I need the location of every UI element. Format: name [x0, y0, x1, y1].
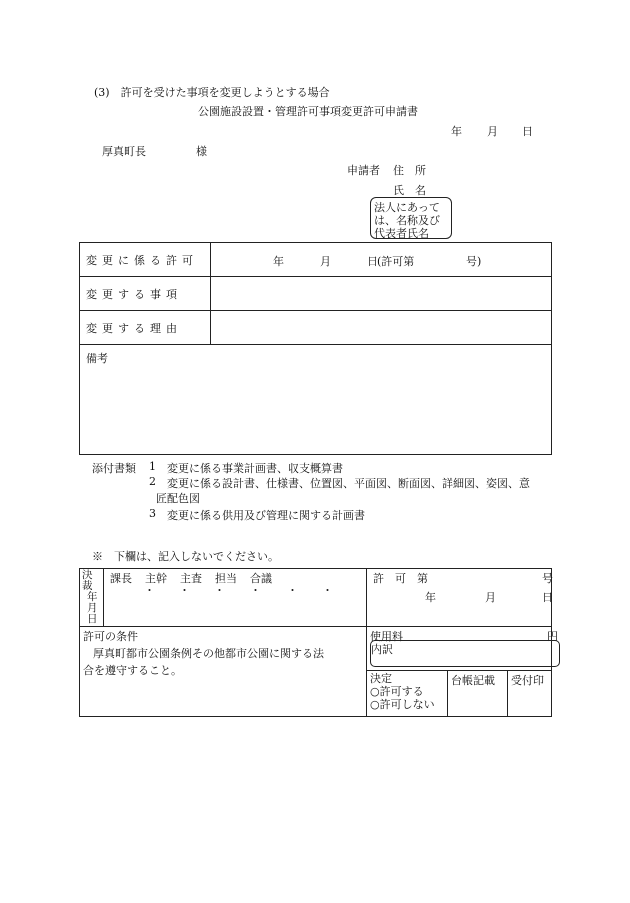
- attachment-1-num: 1: [149, 460, 156, 473]
- role-shukan: 主幹: [145, 572, 167, 585]
- office-permit-month: 月: [484, 591, 496, 604]
- office-row-approval: [80, 569, 552, 627]
- conditions-label: 許可の条件: [83, 630, 138, 643]
- matter-row: [80, 277, 552, 311]
- matter-row-value[interactable]: [211, 277, 552, 311]
- attachments-label: 添付書類: [92, 462, 136, 475]
- date-month: 月: [487, 125, 498, 138]
- office-permit-year: 年: [424, 591, 436, 604]
- fee-breakdown-brace: [370, 640, 560, 667]
- corporate-note-line3: 代表者氏名: [374, 227, 429, 240]
- section-heading: (3) 許可を受けた事項を変更しようとする場合: [94, 86, 330, 99]
- reason-row-label: 変更する理由: [80, 311, 211, 345]
- kessai-label: 決裁: [82, 569, 93, 592]
- name-label: 氏 名: [393, 184, 426, 197]
- stamp-dot: ・: [250, 584, 261, 597]
- stamp-dot: ・: [144, 584, 155, 597]
- applicant-label: 申請者: [347, 164, 380, 177]
- office-permit-label: 許 可 第: [372, 572, 428, 585]
- fee-breakdown-label: 内訳: [370, 643, 393, 656]
- office-row-fee: [80, 627, 552, 671]
- corporate-note-line2: は、名称及び: [374, 214, 440, 227]
- role-shusa: 主査: [180, 572, 202, 585]
- attachment-2-text: 変更に係る設計書、仕様書、位置図、平面図、断面図、詳細図、姿図、意: [167, 477, 530, 490]
- attachment-2-num: 2: [149, 475, 156, 488]
- reception-cell[interactable]: [507, 671, 551, 717]
- reception-label: 受付印: [510, 674, 544, 687]
- decision-label: 決定: [369, 672, 392, 685]
- kessai-cell: [80, 569, 104, 627]
- attachment-2-cont: 匠配色図: [156, 492, 200, 505]
- fee-label: 使用料: [369, 630, 403, 643]
- stamp-dot: ・: [287, 584, 298, 597]
- decision-option-deny[interactable]: ○許可しない: [369, 698, 435, 711]
- date-year: 年: [451, 125, 462, 138]
- attachment-3-text: 変更に係る供用及び管理に関する計画書: [167, 509, 365, 522]
- role-tanto: 担当: [215, 572, 237, 585]
- addressee-honorific: 様: [196, 145, 207, 158]
- remarks-row: [80, 345, 552, 455]
- permit-number-suffix: 号): [466, 255, 482, 268]
- remarks-label: 備考: [86, 352, 108, 365]
- ledger-cell[interactable]: [447, 671, 507, 717]
- stamp-dot: ・: [322, 584, 333, 597]
- conditions-text-2: 合を遵守すること。: [83, 664, 182, 677]
- reason-row: [80, 311, 552, 345]
- permit-number-label: (許可第: [377, 255, 415, 268]
- office-use-notice: ※ 下欄は、記入しないでください。: [92, 550, 279, 563]
- kessai-day: 日: [87, 613, 98, 625]
- matter-row-label: 変更する事項: [80, 277, 211, 311]
- date-day: 日: [522, 125, 533, 138]
- remarks-cell[interactable]: [80, 345, 552, 455]
- attachment-3-num: 3: [149, 507, 156, 520]
- office-permit-day: 日: [541, 591, 553, 604]
- address-label: 住 所: [393, 164, 426, 177]
- addressee-name: 厚真町長: [102, 145, 146, 158]
- corporate-note-line1: 法人にあって: [374, 201, 440, 214]
- reason-row-value[interactable]: [211, 311, 552, 345]
- permit-row-label: 変更に係る許可: [80, 243, 211, 277]
- permit-number-cell[interactable]: [366, 569, 551, 627]
- kessai-year: 年: [87, 591, 98, 603]
- stamp-dot: ・: [179, 584, 190, 597]
- ledger-label: 台帳記載: [450, 674, 495, 687]
- conditions-text-1: 厚真町都市公園条例その他都市公園に関する法: [93, 647, 324, 660]
- decision-cell[interactable]: [366, 671, 447, 717]
- permit-year: 年: [273, 255, 284, 268]
- application-table: [79, 242, 552, 455]
- kessai-month: 月: [87, 602, 98, 614]
- permit-day: 日: [367, 255, 378, 268]
- document-title: 公園施設設置・管理許可事項変更許可申請書: [198, 105, 418, 118]
- approval-stamps-cell[interactable]: [104, 569, 367, 627]
- role-gogi: 合議: [250, 572, 272, 585]
- fee-unit: 円: [546, 630, 558, 643]
- office-use-table: [79, 568, 558, 717]
- fee-cell[interactable]: [366, 627, 558, 671]
- stamp-dot: ・: [214, 584, 225, 597]
- permit-row: [80, 243, 552, 277]
- office-permit-suffix: 号: [541, 572, 553, 585]
- attachment-1-text: 変更に係る事業計画書、収支概算書: [167, 462, 343, 475]
- conditions-cell[interactable]: [80, 627, 367, 717]
- permit-row-value[interactable]: [211, 243, 552, 277]
- permit-month: 月: [320, 255, 331, 268]
- role-kacho: 課長: [110, 572, 132, 585]
- decision-option-approve[interactable]: ○許可する: [369, 685, 424, 698]
